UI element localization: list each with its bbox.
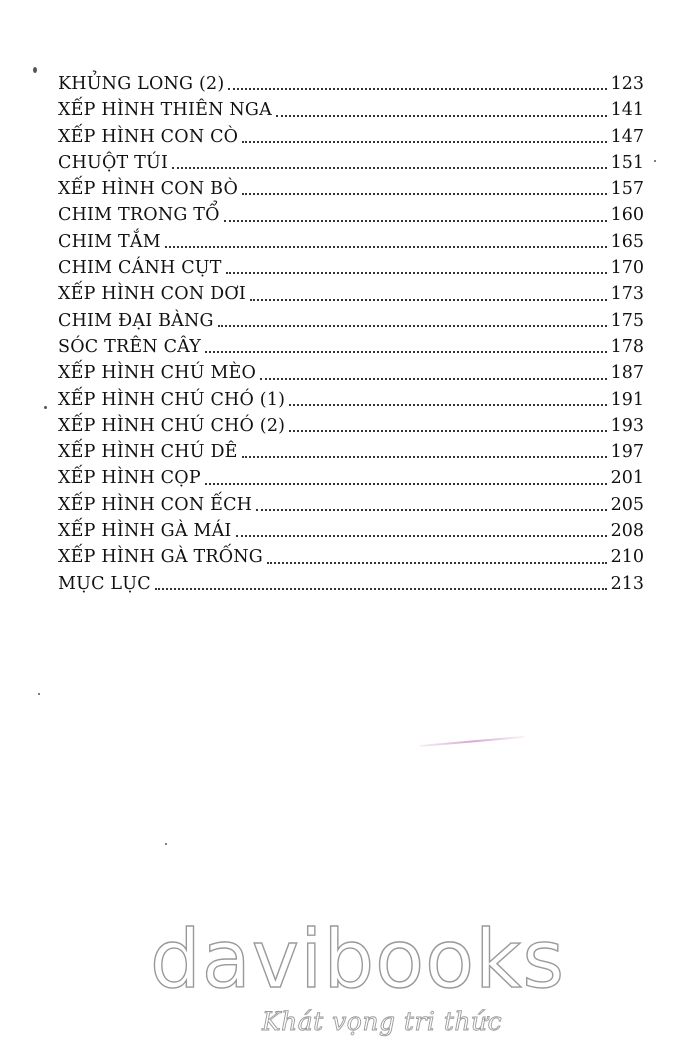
toc-entry-title: XẾP HÌNH CON CÒ <box>58 126 239 147</box>
toc-entry-page-number: 160 <box>610 205 644 226</box>
toc-entry-title: MỤC LỤC <box>58 573 151 594</box>
toc-entry <box>58 465 644 491</box>
toc-dot-leader <box>242 141 607 143</box>
toc-entry <box>58 202 644 228</box>
table-of-contents <box>58 71 644 597</box>
toc-dot-leader <box>242 456 607 458</box>
scan-speck <box>165 843 167 845</box>
toc-entry-title: SÓC TRÊN CÂY <box>58 336 202 357</box>
toc-entry <box>58 281 644 307</box>
toc-entry <box>58 229 644 255</box>
toc-entry-title: XẾP HÌNH CON BÒ <box>58 179 239 200</box>
toc-entry-page-number: 173 <box>610 284 644 305</box>
toc-entry-title: XẾP HÌNH GÀ TRỐNG <box>58 547 263 568</box>
toc-entry <box>58 544 644 570</box>
toc-entry-title: CHIM TRONG TỔ <box>58 205 220 226</box>
toc-entry-title: XẾP HÌNH CHÚ DÊ <box>58 442 238 463</box>
toc-entry-title: XẾP HÌNH THIÊN NGA <box>58 100 272 121</box>
toc-entry <box>58 413 644 439</box>
toc-dot-leader <box>228 88 607 90</box>
toc-entry-title: CHUỘT TÚI <box>58 152 169 173</box>
watermark-brand: davibooks <box>150 913 566 1006</box>
toc-entry <box>58 124 644 150</box>
toc-entry <box>58 571 644 597</box>
toc-entry-page-number: 210 <box>610 547 644 568</box>
toc-entry-page-number: 197 <box>610 442 644 463</box>
toc-entry-page-number: 141 <box>610 100 644 121</box>
toc-entry-title: CHIM TẮM <box>58 231 161 252</box>
toc-dot-leader <box>260 378 607 380</box>
toc-entry <box>58 308 644 334</box>
toc-entry-page-number: 201 <box>610 468 644 489</box>
toc-dot-leader <box>236 535 607 537</box>
toc-entry-title: KHỦNG LONG (2) <box>58 74 225 94</box>
toc-entry-page-number: 213 <box>610 573 644 594</box>
toc-entry-title: CHIM ĐẠI BÀNG <box>58 310 214 331</box>
toc-entry <box>58 150 644 176</box>
toc-entry-page-number: 191 <box>610 389 644 410</box>
toc-entry <box>58 492 644 518</box>
toc-entry-title: XẾP HÌNH CON ẾCH <box>58 494 253 515</box>
toc-dot-leader <box>205 483 607 485</box>
toc-dot-leader <box>276 115 607 117</box>
toc-entry-title: XẾP HÌNH CHÚ MÈO <box>58 363 257 384</box>
toc-entry-title: XẾP HÌNH CỌP <box>58 468 201 489</box>
watermark-slogan: Khát vọng tri thức <box>262 1007 503 1036</box>
toc-entry-page-number: 123 <box>610 74 644 94</box>
toc-dot-leader <box>289 404 607 406</box>
toc-entry-page-number: 151 <box>610 152 644 173</box>
toc-entry <box>58 360 644 386</box>
scan-speck <box>44 406 47 409</box>
pen-mark <box>420 736 525 747</box>
toc-entry-title: XẾP HÌNH CON DƠI <box>58 284 246 305</box>
toc-entry-page-number: 165 <box>610 231 644 252</box>
toc-entry <box>58 518 644 544</box>
toc-entry <box>58 176 644 202</box>
toc-entry-page-number: 193 <box>610 415 644 436</box>
toc-entry-title: CHIM CÁNH CỤT <box>58 258 222 279</box>
scan-speck <box>38 693 40 695</box>
toc-dot-leader <box>267 562 607 564</box>
toc-dot-leader <box>218 325 607 327</box>
toc-dot-leader <box>165 246 607 248</box>
toc-dot-leader <box>205 351 607 353</box>
toc-entry-page-number: 187 <box>610 363 644 384</box>
toc-dot-leader <box>289 430 607 432</box>
toc-entry <box>58 71 644 97</box>
toc-entry <box>58 97 644 123</box>
toc-entry-title: XẾP HÌNH GÀ MÁI <box>58 521 232 542</box>
toc-dot-leader <box>250 299 607 301</box>
toc-entry-page-number: 205 <box>610 494 644 515</box>
toc-entry-page-number: 170 <box>610 258 644 279</box>
toc-dot-leader <box>224 220 607 222</box>
toc-entry <box>58 387 644 413</box>
toc-dot-leader <box>155 588 607 590</box>
toc-dot-leader <box>242 193 607 195</box>
toc-entry-page-number: 175 <box>610 310 644 331</box>
toc-entry <box>58 334 644 360</box>
scan-speck <box>654 160 656 162</box>
toc-entry-title: XẾP HÌNH CHÚ CHÓ (2) <box>58 415 286 436</box>
toc-entry-page-number: 178 <box>610 336 644 357</box>
toc-entry-page-number: 208 <box>610 521 644 542</box>
toc-dot-leader <box>226 272 607 274</box>
toc-entry-title: XẾP HÌNH CHÚ CHÓ (1) <box>58 389 286 410</box>
toc-entry-page-number: 147 <box>610 126 644 147</box>
toc-dot-leader <box>256 509 607 511</box>
toc-entry-page-number: 157 <box>610 179 644 200</box>
toc-entry <box>58 255 644 281</box>
toc-entry <box>58 439 644 465</box>
toc-dot-leader <box>172 167 607 169</box>
scan-speck <box>33 67 37 73</box>
